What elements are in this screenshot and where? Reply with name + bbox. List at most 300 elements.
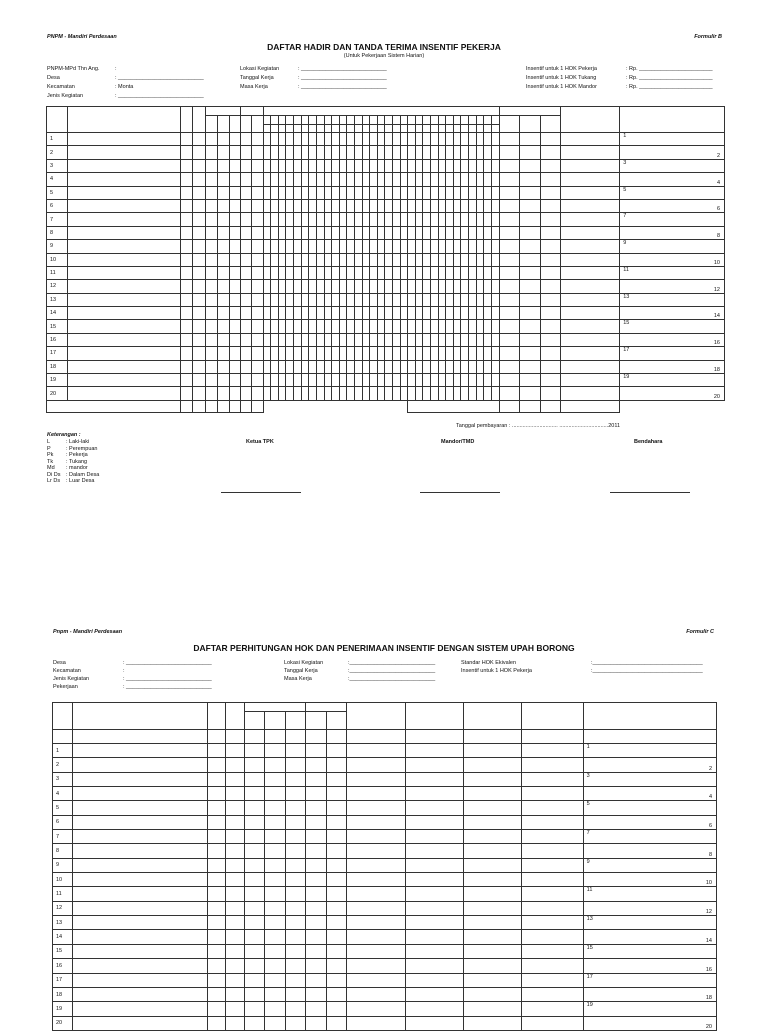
table-cell [540,133,561,146]
table-cell [207,744,225,758]
table-cell [362,159,370,172]
table-cell [193,213,205,226]
table-cell [347,199,355,212]
row-number: 20 [53,1016,73,1030]
signature-cell: 5 [620,186,725,199]
table-cell [469,347,477,360]
info-row [240,66,440,75]
table-cell [285,930,306,944]
table-row [47,320,725,333]
table-cell [278,307,286,320]
insentif-cell [561,374,620,387]
row-number: 5 [47,186,68,199]
table-cell [476,240,484,253]
table-cell [408,320,416,333]
row-number: 5 [53,801,73,815]
col-pk [244,712,264,730]
date-cell [408,125,416,133]
table-cell [408,374,416,387]
table-cell [484,159,492,172]
date-cell [271,116,279,125]
table-cell [294,253,302,266]
col-lr-ds [252,116,263,133]
table-cell [415,146,423,159]
table-cell [347,873,406,887]
table-cell [324,213,332,226]
table-cell [400,374,408,387]
signature-cell: 15 [583,944,716,958]
table-cell [540,320,561,333]
table-cell [339,266,347,279]
table-cell [316,387,324,400]
table-cell [309,307,317,320]
table-cell [385,320,393,333]
info-row [526,66,726,75]
table-cell [244,873,264,887]
table-cell [218,360,229,373]
table-cell [294,360,302,373]
table-cell [362,240,370,253]
table-cell [370,226,378,239]
table-cell [347,858,406,872]
signature-cell: 6 [620,199,725,212]
table-cell [181,387,193,400]
info-label: Kecamatan [53,668,81,674]
table-cell [218,146,229,159]
table-cell [461,240,469,253]
table-cell [438,347,446,360]
table-cell [326,901,346,915]
table-cell [285,744,306,758]
table-cell [370,387,378,400]
table-cell [522,1002,583,1016]
legend-row [47,478,99,485]
table-cell [278,253,286,266]
table-cell [347,772,406,786]
table-cell [522,930,583,944]
table-cell [263,347,271,360]
table-row [47,226,725,239]
table-cell [461,387,469,400]
table-row [53,887,717,901]
info-value: : ____________________________ [298,84,387,90]
table-cell [347,930,406,944]
table-cell [306,744,326,758]
table-cell [316,186,324,199]
table-cell [446,307,454,320]
table-cell [205,159,217,172]
table-cell [354,240,362,253]
table-cell [339,159,347,172]
table-cell [73,1002,207,1016]
table-cell [370,333,378,346]
table-cell [540,226,561,239]
signature-cell: 17 [620,347,725,360]
table-cell [205,320,217,333]
table-cell [278,320,286,333]
table-row [53,959,717,973]
table-cell [400,293,408,306]
table-cell [278,146,286,159]
table-cell [385,266,393,279]
info-label: PNPM-MPd Thn Ang. [47,66,100,72]
table-cell [377,333,385,346]
table-cell [309,387,317,400]
table-cell [67,133,180,146]
signature-cell: 15 [620,320,725,333]
date-cell [400,125,408,133]
table-cell [476,360,484,373]
table-cell [347,830,406,844]
info-label: Jenis Kegiatan [53,676,90,682]
table-cell [265,1002,285,1016]
signature-cell: 1 [583,744,716,758]
table-cell [181,347,193,360]
table-cell [438,387,446,400]
signature-cell: 12 [583,901,716,915]
table-cell [240,387,251,400]
table-cell [415,159,423,172]
table-cell [377,133,385,146]
table-cell [316,333,324,346]
table-cell [244,1016,264,1030]
table-cell [244,959,264,973]
table-row [53,987,717,1001]
col-hok [263,107,499,116]
row-number: 20 [47,387,68,400]
table-cell [294,266,302,279]
table-cell [347,186,355,199]
table-cell [491,213,499,226]
table-cell [484,374,492,387]
table-cell [522,830,583,844]
info-label: Tanggal Kerja [240,75,274,81]
table-cell [205,333,217,346]
table-row [47,374,725,387]
table-cell [326,730,346,744]
date-cell [294,116,302,125]
table-cell [285,901,306,915]
table-cell [326,758,346,772]
table-cell [263,360,271,373]
table-cell [181,199,193,212]
signature-cell: 10 [620,253,725,266]
table-cell [301,307,309,320]
insentif-cell [561,186,620,199]
table-cell [294,199,302,212]
table-cell [540,333,561,346]
table-cell [73,987,207,1001]
table-cell [316,199,324,212]
table-cell [181,133,193,146]
table-cell [469,333,477,346]
table-cell [67,186,180,199]
table-cell [453,374,461,387]
table-cell [326,973,346,987]
table-cell [362,213,370,226]
table-header-row [47,107,725,116]
table-cell [453,240,461,253]
table-cell [229,307,240,320]
table-cell [240,133,251,146]
table-cell [67,173,180,186]
table-cell [226,858,244,872]
table-cell [354,347,362,360]
table-cell [347,758,406,772]
bendahara-signature-line [610,492,690,493]
signature-cell: 12 [620,280,725,293]
table-cell [271,146,279,159]
table-cell [463,916,521,930]
insentif-cell [561,333,620,346]
table-cell [286,293,294,306]
table-cell [205,186,217,199]
table-cell [446,146,454,159]
table-cell [324,307,332,320]
table-cell [406,944,463,958]
info-row [53,660,273,668]
table-cell [271,347,279,360]
date-cell [415,125,423,133]
table-cell [332,173,340,186]
table-cell [354,173,362,186]
table-cell [229,240,240,253]
table-cell [423,320,431,333]
table-cell [453,133,461,146]
table-row [47,173,725,186]
table-cell [463,944,521,958]
date-cell [286,116,294,125]
table-cell [484,307,492,320]
table-cell [469,173,477,186]
table-cell [339,146,347,159]
table-cell [540,293,561,306]
table-cell [285,887,306,901]
table-cell [181,307,193,320]
table-cell [229,387,240,400]
table-cell [362,226,370,239]
table-cell [484,280,492,293]
table-cell [301,199,309,212]
table-cell [226,815,244,829]
table-cell [370,199,378,212]
table-cell [181,226,193,239]
table-cell [491,360,499,373]
table-cell [218,266,229,279]
table-cell [286,347,294,360]
table-cell [491,146,499,159]
table-cell [294,159,302,172]
date-cell [339,116,347,125]
table-cell [67,226,180,239]
table-cell [408,266,416,279]
info-value: :____________________________ [348,668,436,674]
table-cell [446,159,454,172]
date-cell [392,125,400,133]
table-cell [205,146,217,159]
table-cell [226,944,244,958]
table-cell [205,307,217,320]
table-cell [385,387,393,400]
table-cell [392,213,400,226]
table-cell [324,374,332,387]
table-row [47,199,725,212]
info-label: Insentif untuk 1 HOK Mandor [526,84,597,90]
table-cell [484,240,492,253]
table-cell [207,1002,225,1016]
table-cell [431,133,439,146]
table-cell [229,199,240,212]
signature-cell: 16 [583,959,716,973]
table-cell [520,173,541,186]
table-cell [463,901,521,915]
row-number: 18 [53,987,73,1001]
row-number: 2 [47,146,68,159]
total-blank [263,400,408,412]
table-cell [244,930,264,944]
table-cell [476,173,484,186]
table-cell [540,280,561,293]
table-cell [263,307,271,320]
table-cell [193,146,205,159]
table-cell [301,266,309,279]
table-cell [193,133,205,146]
table-cell [522,744,583,758]
table-cell [522,887,583,901]
table-cell [377,387,385,400]
table-cell [306,730,326,744]
table-row [53,901,717,915]
table-cell [252,159,263,172]
table-cell [438,293,446,306]
table-cell [438,320,446,333]
insentif-cell [561,173,620,186]
col-tanda-tangan [583,703,716,730]
table-cell [362,293,370,306]
table-cell [408,347,416,360]
table-cell [271,133,279,146]
table-cell [408,226,416,239]
table-cell [193,320,205,333]
table-cell [286,360,294,373]
table-cell [285,730,306,744]
table-cell [522,901,583,915]
form-c-org: Pnpm - Mandiri Perdesaan [53,629,123,635]
date-cell [370,116,378,125]
table-cell [520,333,541,346]
table-cell [181,186,193,199]
info-value: : Rp. ________________________ [626,84,713,90]
info-label: Standar HOK Ekivalen [461,660,517,666]
attendance-table [46,106,725,413]
table-cell [301,133,309,146]
table-cell [265,916,285,930]
signature-cell: 2 [583,758,716,772]
table-cell [265,901,285,915]
legend-key: Lr Ds [47,478,61,484]
table-cell [207,815,225,829]
table-cell [271,280,279,293]
row-number: 13 [47,293,68,306]
table-cell [252,347,263,360]
table-row [47,293,725,306]
table-cell [415,320,423,333]
table-cell [392,387,400,400]
table-cell [377,320,385,333]
row-number: 9 [47,240,68,253]
table-cell [438,253,446,266]
table-cell [193,374,205,387]
table-cell [309,347,317,360]
table-cell [226,772,244,786]
table-row [47,146,725,159]
table-cell [461,186,469,199]
date-cell [339,125,347,133]
table-cell [226,901,244,915]
table-cell [265,787,285,801]
info-row [284,660,454,668]
table-cell [377,159,385,172]
insentif-cell [561,159,620,172]
table-cell [453,333,461,346]
table-cell [362,307,370,320]
insentif-cell [561,213,620,226]
table-cell [278,374,286,387]
info-label: Insentif untuk 1 HOK Pekerja [526,66,597,72]
table-cell [244,730,264,744]
row-number: 15 [47,320,68,333]
table-cell [438,280,446,293]
table-cell [207,916,225,930]
table-cell [362,266,370,279]
legend-value: : Laki-laki [66,439,90,445]
table-cell [540,159,561,172]
date-cell [263,116,271,125]
table-cell [309,159,317,172]
col-asal [240,107,263,116]
col-besar-insentif [522,703,583,730]
table-cell [265,959,285,973]
table-cell [332,186,340,199]
table-cell [278,133,286,146]
info-value: : Rp. ________________________ [626,66,713,72]
table-cell [446,186,454,199]
table-cell [244,830,264,844]
table-cell [354,226,362,239]
table-cell [218,240,229,253]
table-cell [316,280,324,293]
date-cell [354,125,362,133]
date-cell [476,125,484,133]
table-cell [362,280,370,293]
total-label-hok [408,400,499,412]
table-cell [347,159,355,172]
table-cell [446,266,454,279]
table-cell [461,253,469,266]
table-cell [278,347,286,360]
table-cell [332,213,340,226]
date-cell [354,116,362,125]
table-cell [362,146,370,159]
table-cell [438,333,446,346]
table-cell [207,730,225,744]
table-cell [400,173,408,186]
table-cell [463,744,521,758]
table-cell [377,146,385,159]
total-cell [252,400,263,412]
row-number: 8 [53,844,73,858]
table-cell [229,186,240,199]
